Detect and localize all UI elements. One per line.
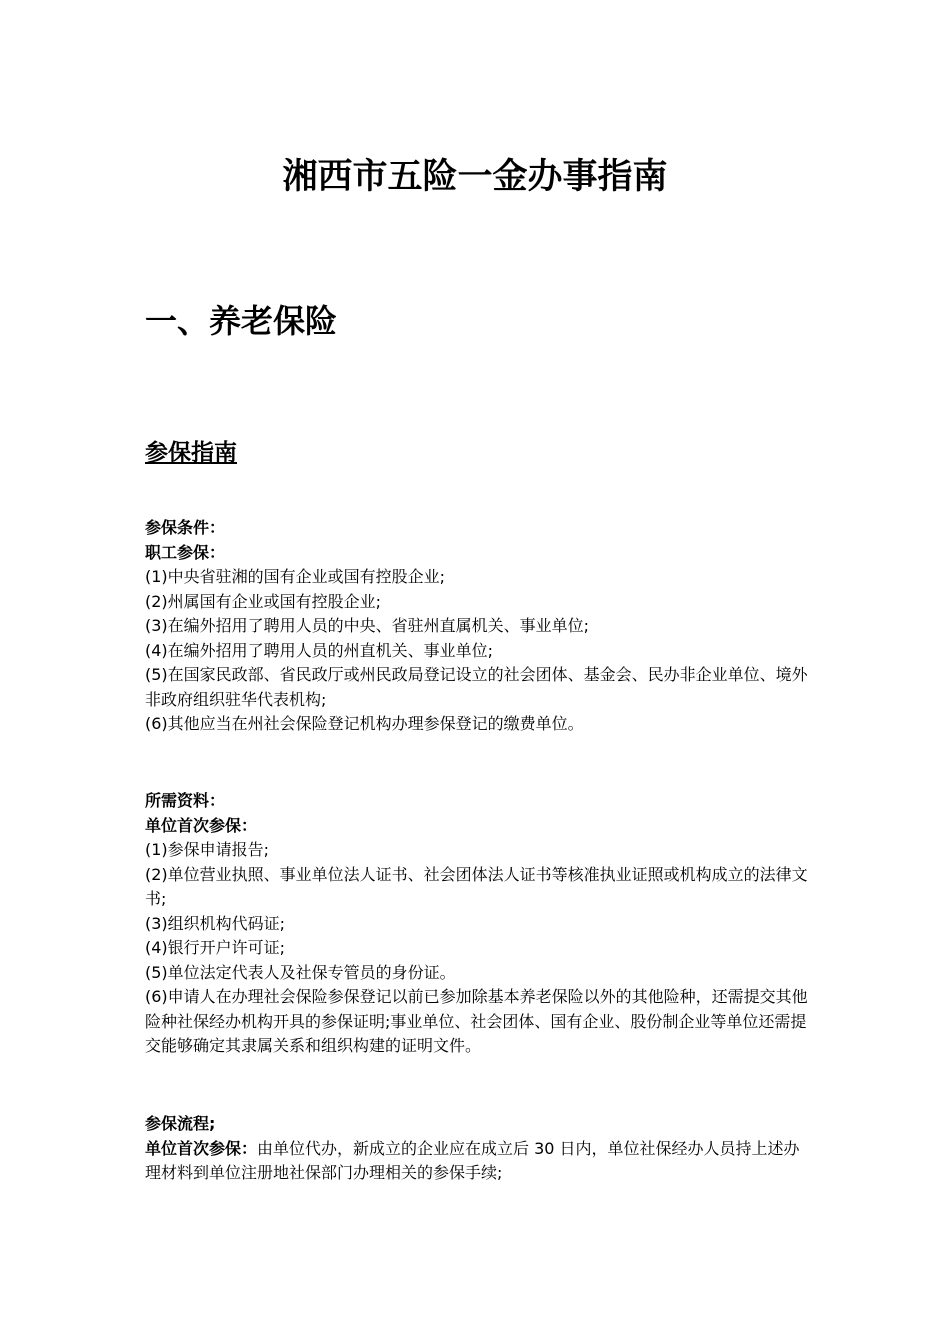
list-item: (6)申请人在办理社会保险参保登记以前已参加除基本养老保险以外的其他险种，还需提交其他险种社保经办机构开具的参保证明;事业单位、社会团体、国有企业、股份制企业等单位还需提交能够确定其隶属关系和组织构建的证明文件。 [145, 987, 808, 1055]
section-heading-pension: 一、养老保险 [145, 302, 338, 340]
conditions-label: 参保条件： [145, 518, 226, 537]
list-item: (1)中央省驻湘的国有企业或国有控股企业; [145, 567, 446, 586]
list-item: (4)在编外招用了聘用人员的州直机关、事业单位; [145, 640, 494, 660]
enrollment-conditions [145, 516, 810, 737]
list-item: (6)其他应当在州社会保险登记机构办理参保登记的缴费单位。 [145, 714, 584, 733]
materials-label: 所需资料： [145, 791, 226, 810]
list-item: (5)在国家民政部、省民政厅或州民政局登记设立的社会团体、基金会、民办非企业单位、境外非政府组织驻华代表机构; [145, 665, 808, 709]
list-item: (2)州属国有企业或国有控股企业; [145, 591, 382, 611]
list-item: (4)银行开户许可证; [145, 938, 286, 957]
list-item: (3)在编外招用了聘用人员的中央、省驻州直属机关、事业单位; [145, 616, 590, 635]
document-title: 湘西市五险一金办事指南 [282, 157, 668, 197]
process-label: 参保流程; [145, 1114, 216, 1133]
required-materials [145, 789, 810, 1059]
enrollment-process [145, 1112, 810, 1186]
process-lead: 单位首次参保： [145, 1138, 258, 1158]
materials-sublabel: 单位首次参保： [145, 815, 258, 835]
process-paragraph [145, 1137, 810, 1186]
list-item: (3)组织机构代码证; [145, 913, 286, 933]
list-item: (5)单位法定代表人及社保专管员的身份证。 [145, 962, 456, 982]
process-text: 由单位代办，新成立的企业应在成立后 30 日内，单位社保经办人员持上述办理材料到单位注册地社保部门办理相关的参保手续; [145, 1138, 800, 1182]
conditions-sublabel: 职工参保： [145, 542, 226, 562]
list-item: (1)参保申请报告; [145, 840, 270, 859]
list-item: (2)单位营业执照、事业单位法人证书、社会团体法人证书等核准执业证照或机构成立的法律文书; [145, 864, 808, 908]
subsection-heading-enrollment-guide: 参保指南 [145, 440, 237, 466]
